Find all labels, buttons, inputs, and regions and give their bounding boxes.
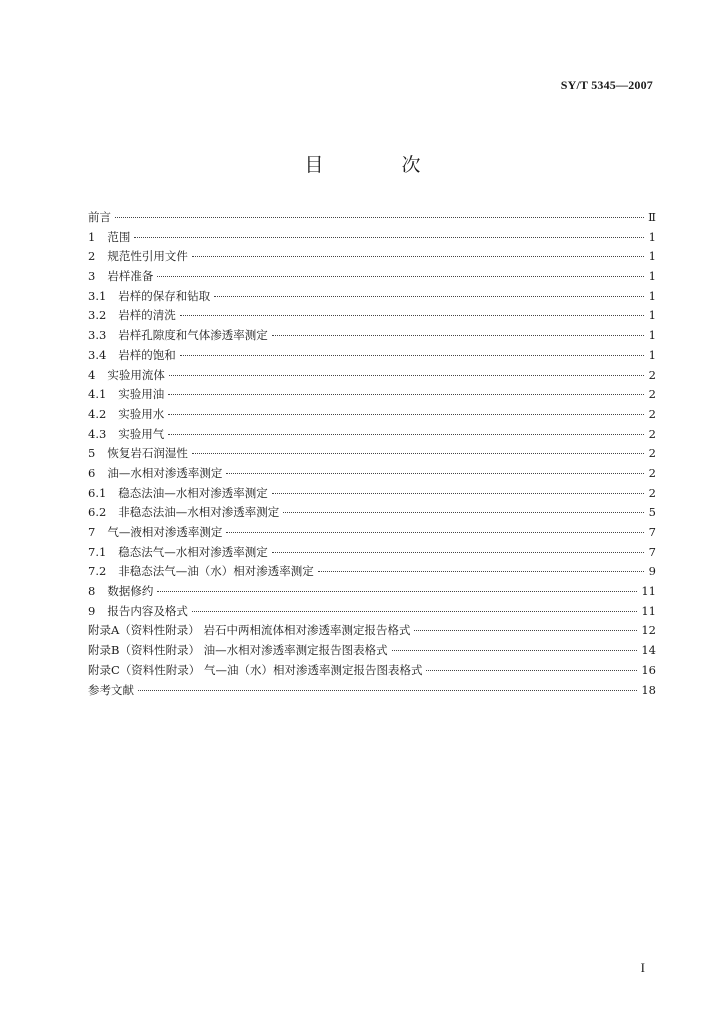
toc-entry-number: 3.4: [88, 347, 107, 362]
toc-entry-number: 4: [88, 367, 96, 382]
toc-entry-page: 9: [648, 564, 656, 579]
toc-leader-dots: [192, 453, 644, 454]
toc-entry-number: 7.1: [88, 544, 107, 559]
toc-entry-page: 2: [648, 426, 656, 441]
toc-entry[interactable]: [88, 288, 656, 308]
toc-entry-page: 5: [648, 505, 656, 520]
toc-entry[interactable]: [88, 544, 656, 564]
table-of-contents: [88, 209, 656, 701]
toc-entry[interactable]: [88, 642, 656, 662]
toc-entry-page: 12: [641, 623, 656, 638]
toc-entry[interactable]: [88, 445, 656, 465]
toc-leader-dots: [392, 650, 638, 651]
toc-entry-label: 附录C（资料性附录） 气—油（水）相对渗透率测定报告图表格式: [88, 662, 423, 677]
toc-entry-number: 6.1: [88, 485, 107, 500]
standard-code: SY/T 5345—2007: [560, 78, 653, 92]
toc-entry-page: 2: [648, 367, 656, 382]
toc-entry-page: 18: [641, 682, 656, 697]
toc-leader-dots: [168, 434, 644, 435]
toc-entry-label: 范围: [107, 229, 131, 244]
toc-entry-label: 规范性引用文件: [107, 249, 188, 264]
toc-entry-number: 7.2: [88, 564, 107, 579]
toc-leader-dots: [214, 296, 644, 297]
toc-entry-page: 2: [648, 446, 656, 461]
toc-leader-dots: [168, 414, 644, 415]
toc-entry[interactable]: [88, 682, 656, 702]
toc-entry-number: 7: [88, 525, 96, 539]
toc-entry-number: 4.3: [88, 426, 107, 441]
toc-entry[interactable]: [88, 524, 656, 544]
toc-entry-label: 实验用流体: [107, 367, 165, 382]
toc-entry-page: 2: [648, 387, 656, 402]
toc-entry-page: 2: [648, 406, 656, 421]
toc-entry-label: 参考文献: [88, 682, 134, 697]
toc-entry[interactable]: [88, 347, 656, 367]
toc-entry-label: 气—液相对渗透率测定: [107, 525, 223, 539]
toc-leader-dots: [192, 611, 638, 612]
toc-entry[interactable]: [88, 426, 656, 446]
toc-entry-number: 4.1: [88, 387, 107, 402]
toc-leader-dots: [283, 512, 644, 513]
toc-entry[interactable]: [88, 603, 656, 623]
toc-entry-label: 前言: [88, 210, 111, 224]
toc-leader-dots: [226, 473, 644, 474]
toc-entry[interactable]: [88, 622, 656, 642]
toc-entry[interactable]: [88, 268, 656, 288]
toc-entry[interactable]: [88, 327, 656, 347]
toc-leader-dots: [272, 493, 644, 494]
toc-entry-number: 3.1: [88, 288, 107, 303]
toc-entry-page: 7: [648, 525, 656, 539]
toc-entry-page: 1: [648, 328, 656, 343]
toc-leader-dots: [157, 591, 637, 592]
toc-entry-label: 稳态法油—水相对渗透率测定: [118, 485, 268, 500]
toc-entry-page: 14: [641, 643, 656, 658]
toc-leader-dots: [226, 532, 644, 533]
toc-entry-page: 1: [648, 347, 656, 362]
toc-leader-dots: [157, 276, 644, 277]
toc-entry[interactable]: [88, 386, 656, 406]
toc-entry-label: 岩样的保存和钻取: [118, 288, 211, 303]
toc-entry[interactable]: [88, 406, 656, 426]
toc-entry-label: 数据修约: [107, 584, 154, 599]
toc-entry[interactable]: [88, 563, 656, 583]
toc-leader-dots: [168, 394, 644, 395]
toc-entry-page: 2: [648, 485, 656, 500]
toc-entry-number: 5: [88, 446, 96, 461]
toc-entry[interactable]: [88, 662, 656, 682]
toc-entry-number: 2: [88, 249, 96, 264]
toc-entry[interactable]: [88, 504, 656, 524]
toc-entry-page: 1: [648, 308, 656, 323]
toc-entry-number: 3.2: [88, 308, 107, 323]
toc-entry[interactable]: [88, 465, 656, 485]
page-number: I: [640, 960, 645, 975]
toc-entry-page: 1: [648, 269, 656, 284]
toc-entry-number: 8: [88, 584, 96, 599]
toc-entry[interactable]: [88, 485, 656, 505]
toc-entry-number: 6: [88, 465, 96, 480]
toc-entry-number: 3: [88, 269, 96, 284]
toc-entry-page: 1: [648, 288, 656, 303]
toc-leader-dots: [134, 237, 644, 238]
toc-entry-label: 附录B（资料性附录） 油—水相对渗透率测定报告图表格式: [88, 643, 388, 658]
toc-entry-label: 岩样的清洗: [118, 308, 176, 323]
toc-entry-page: 11: [641, 603, 656, 618]
toc-entry-page: 7: [648, 544, 656, 559]
toc-entry-page: 1: [648, 229, 656, 244]
toc-leader-dots: [272, 552, 644, 553]
toc-entry[interactable]: [88, 307, 656, 327]
toc-entry-label: 实验用气: [118, 426, 165, 441]
toc-leader-dots: [318, 571, 644, 572]
toc-entry-number: 9: [88, 603, 96, 618]
toc-entry[interactable]: [88, 583, 656, 603]
toc-entry-page: 16: [641, 662, 656, 677]
toc-entry-label: 油—水相对渗透率测定: [107, 465, 223, 480]
toc-leader-dots: [169, 375, 644, 376]
toc-entry-label: 岩样的饱和: [118, 347, 176, 362]
toc-leader-dots: [115, 217, 644, 218]
toc-entry-label: 实验用油: [118, 387, 165, 402]
toc-leader-dots: [414, 630, 637, 631]
toc-entry-label: 附录A（资料性附录） 岩石中两相流体相对渗透率测定报告格式: [88, 623, 411, 638]
toc-entry-number: 1: [88, 229, 96, 244]
toc-entry[interactable]: [88, 248, 656, 268]
toc-entry-number: 3.3: [88, 328, 107, 343]
toc-leader-dots: [192, 256, 644, 257]
toc-leader-dots: [138, 690, 637, 691]
toc-entry-page: 2: [648, 465, 656, 480]
toc-leader-dots: [180, 355, 644, 356]
toc-entry-label: 岩样孔隙度和气体渗透率测定: [118, 328, 268, 343]
toc-entry-label: 报告内容及格式: [107, 603, 188, 618]
page-title: 目 次: [304, 154, 457, 176]
toc-entry-label: 非稳态法气—油（水）相对渗透率测定: [118, 564, 314, 579]
toc-entry-number: 6.2: [88, 505, 107, 520]
toc-entry-number: 4.2: [88, 406, 107, 421]
toc-entry[interactable]: [88, 367, 656, 387]
toc-entry-label: 实验用水: [118, 406, 165, 421]
toc-leader-dots: [272, 335, 644, 336]
toc-entry-label: 恢复岩石润湿性: [107, 446, 188, 461]
toc-entry-label: 非稳态法油—水相对渗透率测定: [118, 505, 280, 520]
toc-entry-label: 岩样准备: [107, 269, 154, 284]
toc-entry-label: 稳态法气—水相对渗透率测定: [118, 544, 268, 559]
toc-entry-page: 11: [641, 584, 656, 599]
toc-leader-dots: [180, 315, 644, 316]
toc-entry[interactable]: [88, 229, 656, 249]
toc-entry-page: 1: [648, 249, 656, 264]
toc-leader-dots: [426, 670, 637, 671]
toc-entry[interactable]: [88, 209, 656, 229]
toc-entry-page: Ⅱ: [648, 210, 656, 224]
